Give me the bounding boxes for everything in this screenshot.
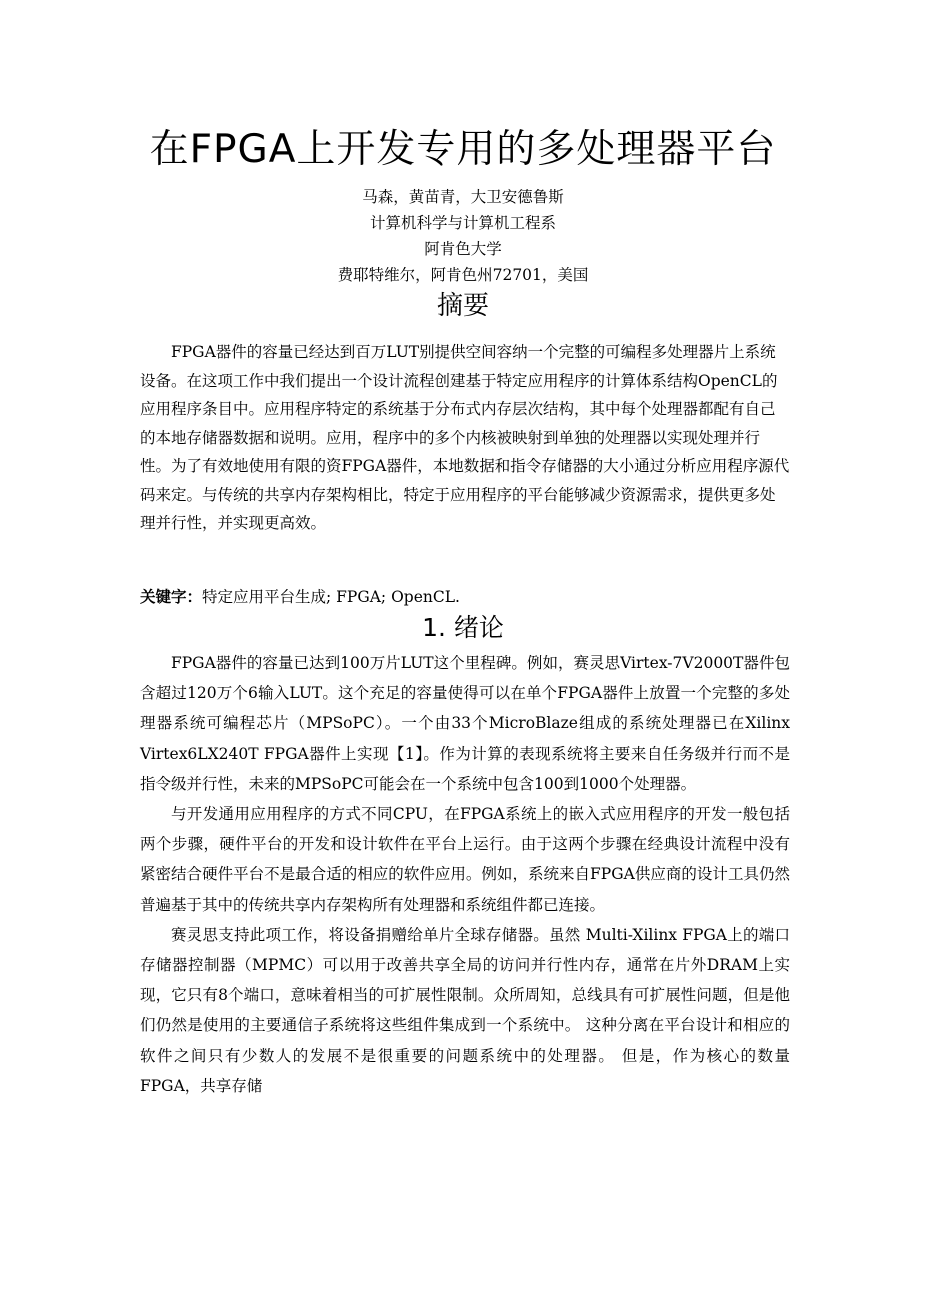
author-department: 计算机科学与计算机工程系 — [369, 214, 556, 232]
body-paragraph: FPGA器件的容量已达到100万片LUT这个里程碑。例如，赛灵思Virtex-7V2000T器件包含超过120万个6输入LUT。这个充足的容量使得可以在单个FPGA器件上放置一个完整的多处理器系统可编程芯片（MPSoPC）。一个由33个MicroBlaze组成的系统处理器已在Xilinx Virtex6LX240T FPGA器件上实现【1】。作为计算的表现系统将主要来自任务级并行而不是指令级并行性，未来的MPSoPC可能会在一个系统中包含100到1000个处理器。 — [140, 654, 790, 793]
author-address: 费耶特维尔，阿肯色州72701，美国 — [337, 266, 589, 284]
keywords-text: 特定应用平台生成; FPGA; OpenCL. — [202, 588, 460, 606]
keywords-line — [140, 583, 790, 611]
body-paragraph: 赛灵思支持此项工作，将设备捐赠给单片全球存储器。虽然 Multi-Xilinx FPGA上的端口存储器控制器（MPMC）可以用于改善共享全局的访问并行性内存，通常在片外DRAM上实现，它只有8个端口，意味着相当的可扩展性限制。众所周知，总线具有可扩展性问题，但是他们仍然是使用的主要通信子系统将这些组件集成到一个系统中。 这种分离在平台设计和相应的软件之间只有少数人的发展不是很重要的问题系统中的处理器。 但是，作为核心的数量FPGA，共享存储 — [140, 925, 790, 1095]
section-body-introduction — [140, 648, 790, 1101]
abstract-text: FPGA器件的容量已经达到百万LUT别提供空间容纳一个完整的可编程多处理器片上系统设备。在这项工作中我们提出一个设计流程创建基于特定应用程序的计算体系结构OpenCL的应用程序条目中。应用程序特定的系统基于分布式内存层次结构，其中每个处理器都配有自己的本地存储器数据和说明。应用，程序中的多个内核被映射到单独的处理器以实现处理并行性。为了有效地使用有限的资FPGA器件，本地数据和指令存储器的大小通过分析应用程序源代码来定。与传统的共享内存架构相比，特定于应用程序的平台能够减少资源需求，提供更多处理并行性，并实现更高效。 — [140, 343, 790, 532]
keywords-label: 关键字： — [140, 588, 203, 606]
author-university: 阿肯色大学 — [424, 240, 502, 258]
section-heading-introduction: 1. 绪论 — [422, 613, 504, 642]
paper-title: 在FPGA上开发专用的多处理器平台 — [149, 127, 777, 172]
author-block — [0, 184, 926, 288]
author-names: 马森，黄苗青，大卫安德鲁斯 — [362, 188, 564, 206]
body-paragraph: 与开发通用应用程序的方式不同CPU，在FPGA系统上的嵌入式应用程序的开发一般包括两个步骤，硬件平台的开发和设计软件在平台上运行。由于这两个步骤在经典设计流程中没有紧密结合硬件平台不是最合适的相应的软件应用。例如，系统来自FPGA供应商的设计工具仍然普遍基于其中的传统共享内存架构所有处理器和系统组件都已连接。 — [140, 805, 790, 914]
abstract-heading: 摘要 — [436, 291, 489, 321]
